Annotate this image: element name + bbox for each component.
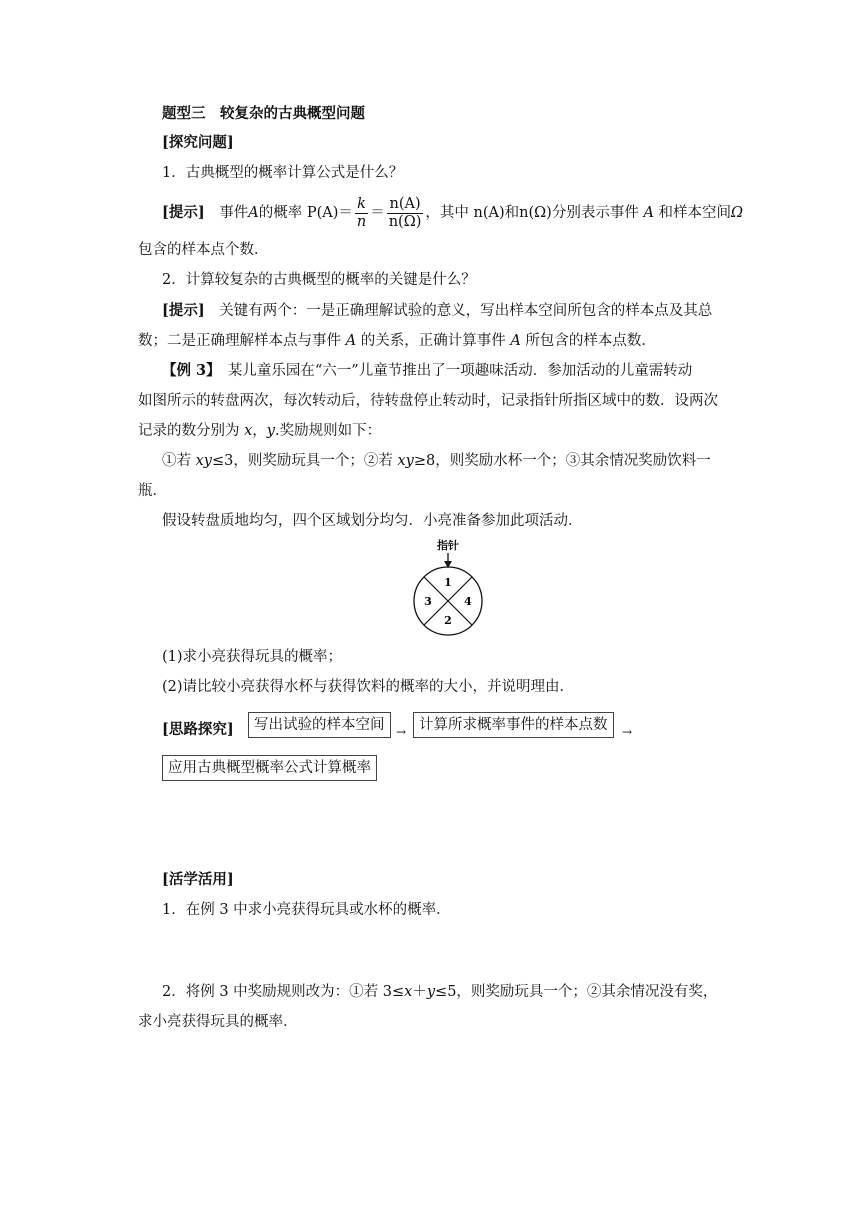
comma: ，: [252, 423, 267, 439]
part-1: (1)求小亮获得玩具的概率；: [162, 649, 343, 665]
assumption-text: 假设转盘质地均匀，四个区域划分均匀．小亮准备参加此项活动．: [162, 513, 583, 529]
fraction-denominator: n(Ω): [388, 213, 422, 230]
thinking-step-2: 计算所求概率事件的样本点数: [413, 712, 614, 738]
arrow-right-icon: →: [622, 725, 633, 739]
practice-1: 1．在例 3 中求小亮获得玩具或水杯的概率．: [162, 902, 451, 918]
rules-line-2: 瓶．: [138, 483, 167, 499]
hint-label: [提示]: [162, 302, 205, 319]
spinner-wheel-figure: [400, 532, 496, 638]
wheel-region-label: 4: [464, 595, 472, 608]
variable-y: y: [426, 984, 436, 1000]
formula-term: n(A): [473, 205, 505, 221]
wheel-region-label: 2: [444, 614, 452, 627]
part-2: (2)请比较小亮获得水杯与获得饮料的概率的大小，并说明理由．: [162, 679, 575, 695]
practice-2-line-1: [162, 982, 717, 1002]
hint-1-line-1: [162, 194, 743, 232]
question-1: 1．古典概型的概率计算公式是什么？: [162, 165, 404, 181]
equals-sign: ＝: [370, 205, 385, 221]
practice-text: ≤5，则奖励玩具一个；②其余情况没有奖，: [435, 984, 718, 1000]
example-text: 记录的数分别为: [138, 423, 240, 439]
explore-label: [探究问题]: [162, 134, 234, 151]
wheel-region-label: 3: [424, 595, 432, 608]
event-a: A: [510, 333, 521, 349]
arrow-right-icon: →: [396, 725, 407, 739]
hint-text: 分别表示事件: [551, 205, 639, 221]
plus-sign: ＋: [412, 984, 427, 1000]
rule-text: ≤3，则奖励玩具一个；②若: [211, 453, 393, 469]
fraction-k-n: [355, 196, 368, 231]
variable-x: x: [404, 984, 413, 1000]
variable-xy: xy: [195, 453, 212, 469]
rule-text: ≥8，则奖励水杯一个；③其余情况奖励饮料一: [413, 453, 711, 469]
formula-term: n(Ω): [519, 205, 552, 221]
section-title: 题型三 较复杂的古典概型问题: [162, 105, 365, 122]
fraction-nA-nOmega: [387, 196, 424, 231]
omega-symbol: Ω: [731, 205, 744, 221]
pointer-label: 指针: [437, 539, 459, 552]
hint-text: 的概率: [258, 205, 303, 221]
hint-text: 关键有两个：一是正确理解试验的意义，写出样本空间所包含的样本点及其总: [204, 303, 713, 319]
example-line-2: 如图所示的转盘两次，每次转动后，待转盘停止转动时，记录指针所指区域中的数．设两次: [138, 393, 718, 409]
practice-2-line-2: 求小亮获得玩具的概率．: [138, 1014, 298, 1030]
variable-x: x: [244, 423, 253, 439]
wheel-region-label: 1: [444, 576, 452, 589]
thinking-label: [思路探究]: [162, 721, 234, 738]
fraction-denominator: n: [356, 213, 367, 230]
hint-text: 所包含的样本点数．: [525, 333, 656, 349]
thinking-step-1: 写出试验的样本空间: [248, 712, 391, 738]
hint-2-line-1: [162, 301, 712, 321]
practice-text: 2．将例 3 中奖励规则改为：①若 3≤: [162, 984, 405, 1000]
rule-text: ①若: [162, 453, 191, 469]
event-a: A: [345, 333, 357, 349]
rules-line-1: [162, 451, 711, 471]
hint-1-line-2: 包含的样本点个数．: [138, 242, 269, 258]
variable-y: y: [266, 423, 275, 439]
hint-text: 的关系，正确计算事件: [360, 333, 506, 349]
example-line-3: [138, 421, 381, 441]
hint-text: 事件: [204, 205, 249, 221]
formula-left: P(A)＝: [306, 205, 353, 221]
hint-label: [提示]: [162, 204, 205, 221]
event-a: A: [248, 205, 259, 221]
event-a: A: [643, 205, 654, 221]
example-label: 【例 3】: [162, 362, 214, 379]
question-2: 2．计算较复杂的古典概型的概率的关键是什么？: [162, 272, 476, 288]
thinking-step-3: 应用古典概型概率公式计算概率: [162, 755, 377, 781]
hint-text: 和样本空间: [658, 205, 732, 221]
hint-text: ，其中: [425, 205, 469, 221]
example-text: 某儿童乐园在“六一”儿童节推出了一项趣味活动．参加活动的儿童需转动: [213, 363, 693, 379]
hint-2-line-2: [138, 331, 656, 351]
variable-xy: xy: [397, 453, 414, 469]
hint-text: 数；二是正确理解样本点与事件: [138, 333, 341, 349]
fraction-numerator: k: [355, 196, 368, 214]
practice-label: [活学活用]: [162, 871, 234, 888]
hint-text: 和: [504, 205, 520, 221]
example-line-1: [162, 361, 692, 381]
example-text: .奖励规则如下：: [275, 423, 382, 439]
fraction-numerator: n(A): [387, 196, 424, 214]
